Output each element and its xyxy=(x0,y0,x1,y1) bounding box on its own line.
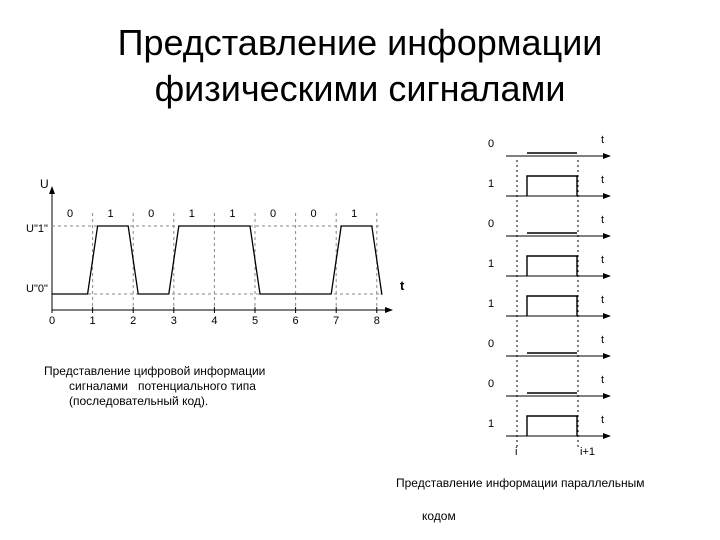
parallel-row xyxy=(488,174,611,199)
serial-bit-label: 0 xyxy=(310,208,317,220)
parallel-row xyxy=(488,334,611,359)
serial-bit-label: 0 xyxy=(269,208,277,220)
parallel-pulse-high xyxy=(527,256,577,276)
parallel-bit-label: 0 xyxy=(488,218,495,230)
parallel-row-t-label: t xyxy=(601,334,605,346)
serial-caption-line-1: Представление цифровой информации xyxy=(44,364,266,378)
serial-bit-label: 0 xyxy=(66,208,74,220)
parallel-row-t-label: t xyxy=(601,414,605,426)
parallel-row xyxy=(488,294,611,319)
serial-caption-line-2: сигналами потенциального типа xyxy=(69,379,256,393)
parallel-row-arrow xyxy=(603,393,611,399)
parallel-row-t-label: t xyxy=(601,294,605,306)
u-axis-arrow xyxy=(49,186,55,194)
t-axis-label: t xyxy=(400,278,405,293)
title-line-2: физическими сигналами xyxy=(154,68,566,109)
parallel-row-t-label: t xyxy=(601,214,605,226)
serial-caption xyxy=(44,364,334,409)
parallel-diagram xyxy=(488,134,611,458)
parallel-rows xyxy=(488,134,611,439)
serial-diagram xyxy=(26,177,405,327)
parallel-bit-label: 1 xyxy=(488,178,495,190)
parallel-row xyxy=(488,374,611,399)
title-line-1: Представление информации xyxy=(117,22,603,63)
level-low-label: U"0" xyxy=(26,283,48,295)
serial-bit-label: 1 xyxy=(188,208,195,220)
parallel-row-arrow xyxy=(603,353,611,359)
u-axis-label: U xyxy=(40,177,49,191)
parallel-row-t-label: t xyxy=(601,374,605,386)
serial-bit-label: 1 xyxy=(351,208,358,220)
parallel-row-arrow xyxy=(603,313,611,319)
serial-gridlines xyxy=(93,213,377,310)
serial-bit-label: 0 xyxy=(148,208,155,220)
parallel-tick-i1: i+1 xyxy=(580,446,595,458)
serial-tick-label: 5 xyxy=(251,315,259,327)
parallel-pulse-high xyxy=(527,176,577,196)
parallel-row-arrow xyxy=(603,273,611,279)
serial-tick-label: 4 xyxy=(211,315,218,327)
serial-tick-label: 2 xyxy=(130,315,137,327)
parallel-bit-label: 1 xyxy=(488,418,495,430)
parallel-row-t-label: t xyxy=(601,174,605,186)
parallel-bit-label: 0 xyxy=(488,378,495,390)
parallel-row-arrow xyxy=(603,193,611,199)
parallel-row xyxy=(488,414,611,439)
parallel-pulse-high xyxy=(527,416,577,436)
t-axis-arrow xyxy=(385,307,393,313)
parallel-tick-i: i xyxy=(515,446,518,458)
parallel-bit-label: 1 xyxy=(488,298,495,310)
parallel-row-t-label: t xyxy=(601,134,605,146)
level-high-label: U"1" xyxy=(26,223,48,235)
serial-tick-label: 8 xyxy=(373,315,380,327)
parallel-caption-line-1: Представление информации параллельным xyxy=(396,476,645,490)
parallel-row xyxy=(488,254,611,279)
serial-tick-label: 1 xyxy=(89,315,96,327)
parallel-caption-line-2: кодом xyxy=(422,509,456,523)
parallel-row xyxy=(488,134,611,159)
serial-tick-label: 3 xyxy=(170,315,177,327)
serial-bit-label: 1 xyxy=(229,208,236,220)
serial-signal-waveform xyxy=(52,226,382,294)
serial-bit-labels xyxy=(67,208,357,220)
serial-caption-line-3: (последовательный код). xyxy=(69,394,209,408)
serial-tick-label: 7 xyxy=(333,315,340,327)
serial-tick-label: 0 xyxy=(48,315,56,327)
parallel-caption xyxy=(396,476,716,523)
parallel-pulse-high xyxy=(527,296,577,316)
parallel-row-t-label: t xyxy=(601,254,605,266)
parallel-row xyxy=(488,214,611,239)
parallel-row-arrow xyxy=(603,233,611,239)
serial-bit-label: 1 xyxy=(107,208,114,220)
parallel-bit-label: 1 xyxy=(488,258,495,270)
parallel-bit-label: 0 xyxy=(488,338,495,350)
parallel-row-arrow xyxy=(603,153,611,159)
parallel-row-arrow xyxy=(603,433,611,439)
serial-tick-label: 6 xyxy=(292,315,299,327)
parallel-bit-label: 0 xyxy=(488,138,495,150)
